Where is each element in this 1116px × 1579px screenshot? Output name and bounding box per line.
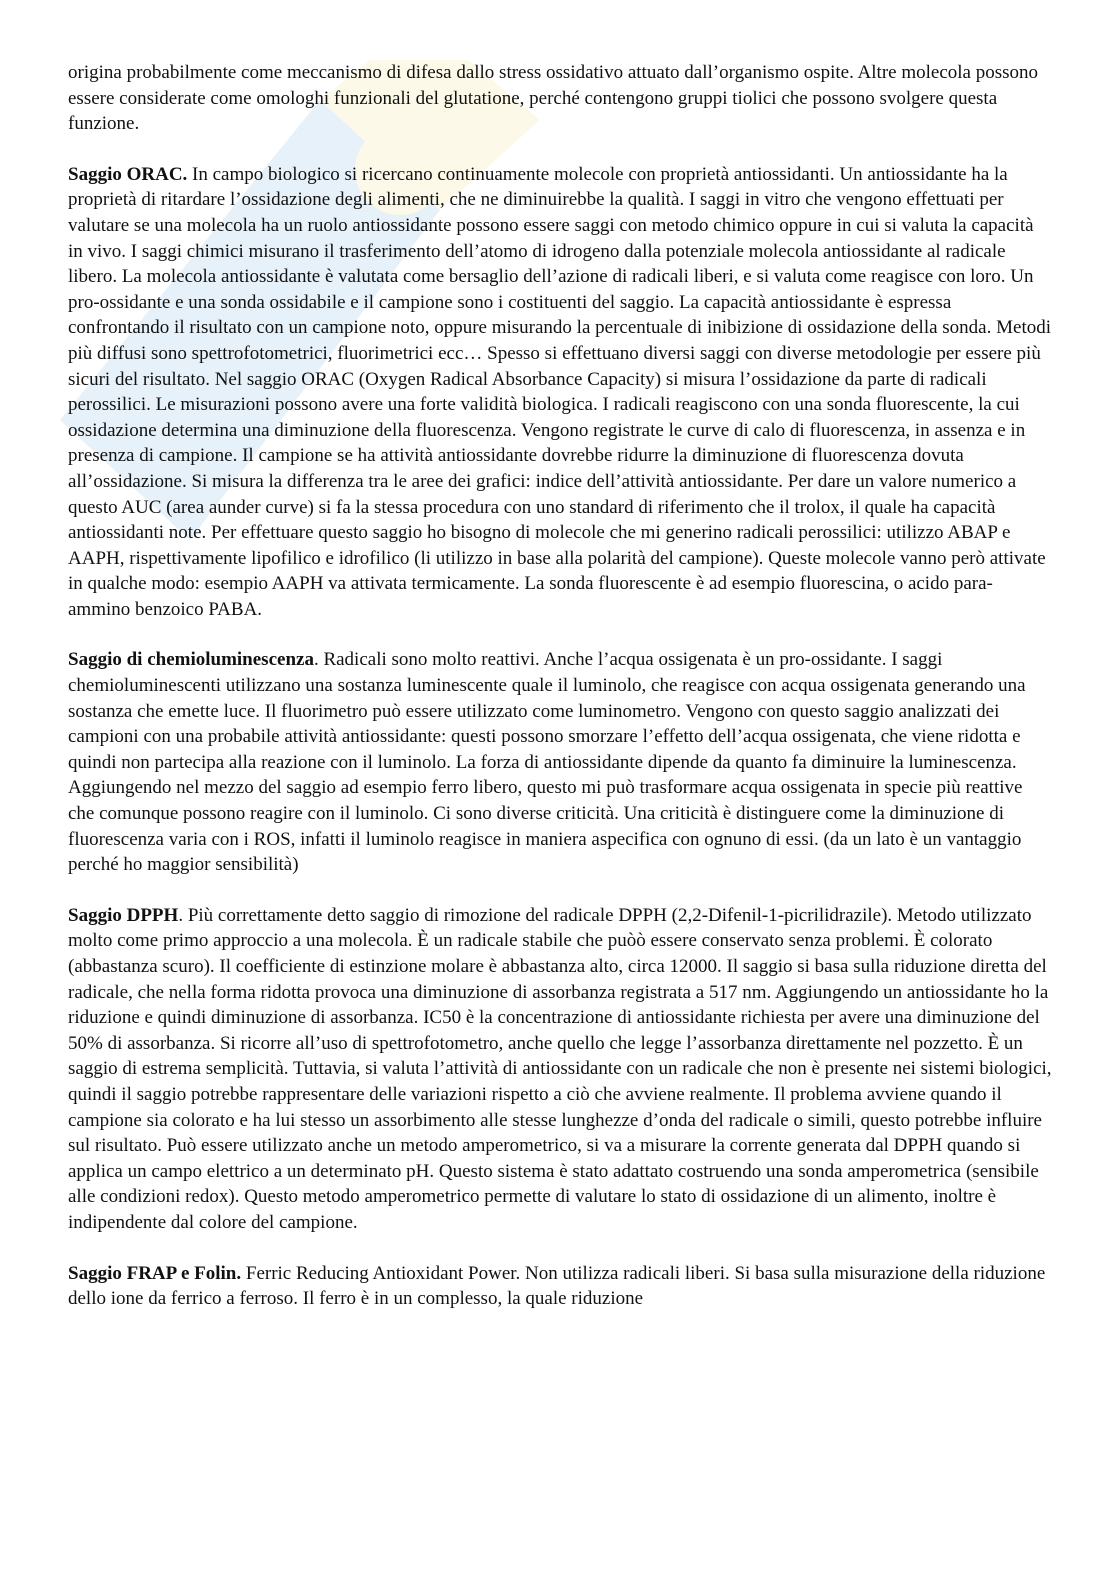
section-dpph [68, 903, 1053, 1236]
section-frap [68, 1261, 1053, 1312]
section-body-chemiluminescence: . Radicali sono molto reattivi. Anche l’acqua ossigenata è un pro-ossidante. I saggi chemioluminescenti utilizzano una sostanza luminescente quale il luminolo, che reagisce con acqua ossigenata generando una sostanza che emette luce. Il fluorimetro può essere utilizzato come luminometro. Vengono con questo saggio analizzati dei campioni con una probabile attività antiossidante: questi possono smorzare l’effetto dell’acqua ossigenata, che viene ridotta e quindi non partecipa alla reazione con il luminolo. La forza di antiossidante dipende da quanto fa diminuire la luminescenza. Aggiungendo nel mezzo del saggio ad esempio ferro libero, questo mi può trasformare acqua ossigenata in specie più reattive che comunque possono reagire con il luminolo. Ci sono diverse criticità. Una criticità è distinguere come la diminuzione di fluorescenza varia con i ROS, infatti il luminolo reagisce in maniera aspecifica con ognuno di essi. (da un lato è un vantaggio perché ho maggior sensibilità) [68, 649, 1026, 876]
section-chemiluminescence [68, 647, 1053, 877]
intro-paragraph: origina probabilmente come meccanismo di difesa dallo stress ossidativo attuato dall’organismo ospite. Altre molecola possono essere considerate come omologhi funzionali del glutatione, perché contengono gruppi tiolici che possono svolgere questa funzione. [68, 62, 1039, 135]
section-body-dpph: . Più correttamente detto saggio di rimozione del radicale DPPH (2,2-Difenil-1-picrilidrazile). Metodo utilizzato molto come primo approccio a una molecola. È un radicale stabile che puòò essere conservato senza problemi. È colorato (abbastanza scuro). Il coefficiente di estinzione molare è abbastanza alto, circa 12000. Il saggio si basa sulla riduzione diretta del radicale, che nella forma ridotta provoca una diminuzione di assorbanza registrata a 517 nm. Aggiungendo un antiossidante ho la riduzione e quindi diminuzione di assorbanza. IC50 è la concentrazione di antiossidante richiesta per avere una diminuzione del 50% di assorbanza. Si ricorre all’uso di spettrofotometro, anche quello che legge l’assorbanza direttamente nel pozzetto. È un saggio di estrema semplicità. Tuttavia, si valuta l’attività di antiossidante con un radicale che non è presente nei sistemi biologici, quindi il saggio potrebbe rappresentare delle variazioni rispetto a ciò che avviene realmente. Il problema avviene quando il campione sia colorato e ha lui stesso un assorbimento alle stesse lunghezze d’onda del radicale o simili, questo potrebbe influire sul risultato. Può essere utilizzato anche un metodo amperometrico, si va a misurare la corrente generata dal DPPH quando si applica un campo elettrico a un determinato pH. Questo sistema è stato adattato costruendo una sonda amperometrica (sensibile alle condizioni redox). Questo metodo amperometrico permette di valutare lo stato di ossidazione di un alimento, inoltre è indipendente dal colore del campione. [68, 904, 1052, 1233]
section-orac [68, 162, 1053, 623]
document-page [68, 60, 1053, 1337]
section-heading-orac: Saggio ORAC. [68, 163, 188, 185]
section-body-frap: Ferric Reducing Antioxidant Power. Non utilizza radicali liberi. Si basa sulla misurazione della riduzione dello ione da ferrico a ferroso. Il ferro è in un complesso, la quale riduzione [68, 1262, 1046, 1310]
section-heading-dpph: Saggio DPPH [68, 904, 179, 926]
section-body-orac: In campo biologico si ricercano continuamente molecole con proprietà antiossidanti. Un antiossidante ha la proprietà di ritardare l’ossidazione degli alimenti, che ne diminuirebbe la qualità. I saggi in vitro che vengono effettuati per valutare se una molecola ha un ruolo antiossidante possono essere saggi con metodo chimico oppure in cui si valuta la capacità in vivo. I saggi chimici misurano il trasferimento dell’atomo di idrogeno dalla potenziale molecola antiossidante al radicale libero. La molecola antiossidante è valutata come bersaglio dell’azione di radicali liberi, e si valuta come reagisce con loro. Un pro-ossidante e una sonda ossidabile e il campione sono i costituenti del saggio. La capacità antiossidante è espressa confrontando il risultato con un campione noto, oppure misurando la percentuale di inibizione di ossidazione della sonda. Metodi più diffusi sono spettrofotometrici, fluorimetrici ecc… Spesso si effettuano diversi saggi con diverse metodologie per essere più sicuri del risultato. Nel saggio ORAC (Oxygen Radical Absorbance Capacity) si misura l’ossidazione da parte di radicali perossilici. Le misurazioni possono avere una forte validità biologica. I radicali reagiscono con una sonda fluorescente, la cui ossidazione determina una diminuzione della fluorescenza. Vengono registrate le curve di calo di fluorescenza, in assenza e in presenza di campione. Il campione se ha attività antiossidante dovrebbe ridurre la diminuzione di fluorescenza dovuta all’ossidazione. Si misura la differenza tra le aree dei grafici: indice dell’attività antiossidante. Per dare un valore numerico a questo AUC (area aunder curve) si fa la stessa procedura con uno standard di riferimento che il trolox, il quale ha capacità antiossidanti note. Per effettuare questo saggio ho bisogno di molecole che mi generino radicali perossilici: utilizzo ABAP e AAPH, rispettivamente lipofilico e idrofilico (li utilizzo in base alla polarità del campione). Queste molecole vanno però attivate in qualche modo: esempio AAPH va attivata termicamente. La sonda fluorescente è ad esempio fluorescina, o acido para-ammino benzoico PABA. [68, 163, 1051, 620]
section-heading-chemiluminescence: Saggio di chemioluminescenza [68, 649, 314, 671]
section-heading-frap: Saggio FRAP e Folin. [68, 1262, 242, 1284]
